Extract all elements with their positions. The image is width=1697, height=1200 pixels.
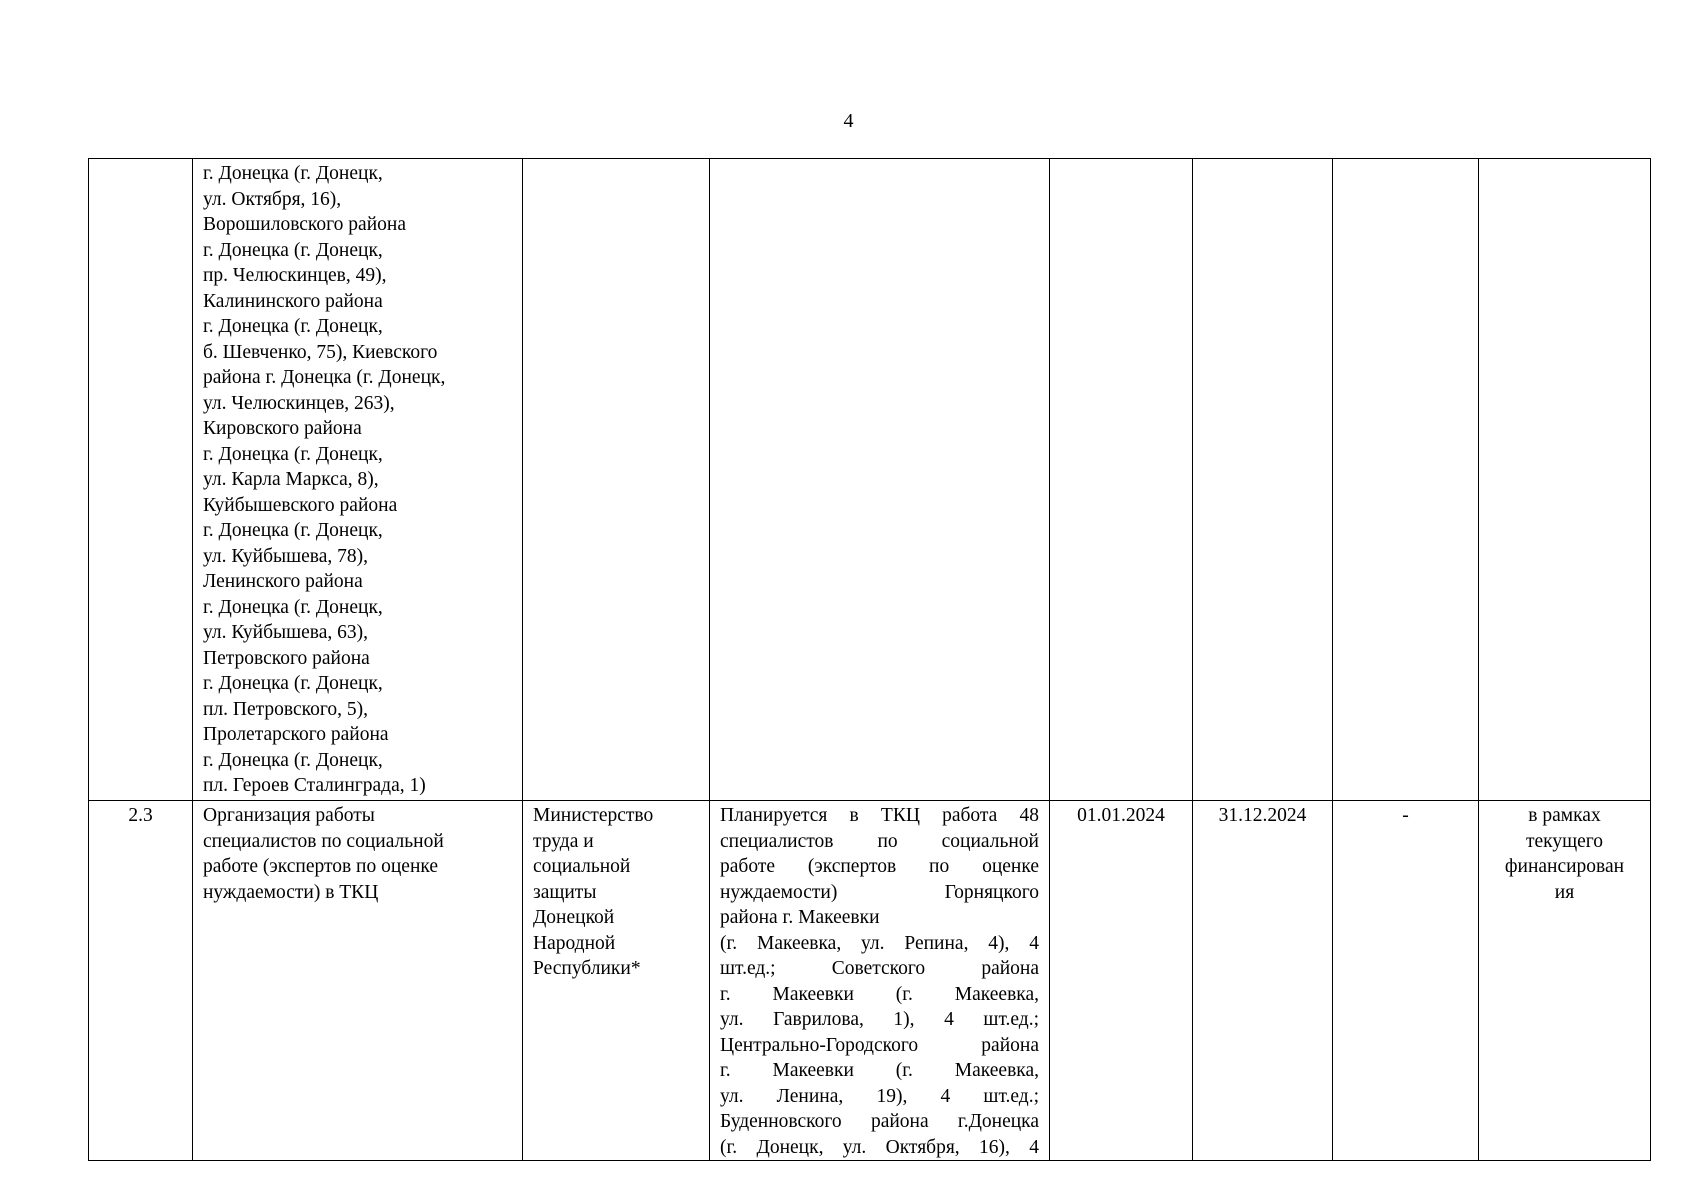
text-line: Кировского района: [203, 418, 362, 439]
text-line: ул. Ленина, 19), 4 шт.ед.;: [720, 1085, 1039, 1107]
text-line: г. Донецка (г. Донецк,: [203, 163, 383, 184]
text-line: шт.ед.; Советского района: [720, 958, 1039, 979]
text-line: Центрально-Городского района: [720, 1034, 1039, 1056]
cell-executor: [523, 159, 710, 801]
table-row: [89, 801, 1651, 1161]
text-line: Донецкой: [533, 907, 615, 928]
text-line: г. Донецка (г. Донецк,: [203, 673, 383, 694]
text-line: финансирован: [1504, 856, 1625, 877]
text-line: г. Донецка (г. Донецк,: [203, 316, 383, 337]
text-line: Планируется в ТКЦ работа 48: [720, 805, 1039, 826]
text-line: Петровского района: [203, 647, 370, 669]
text-line: г. Донецка (г. Донецк,: [203, 239, 383, 261]
text-line: Республики*: [533, 958, 641, 979]
text-line: ул. Карла Маркса, 8),: [203, 469, 379, 490]
measures-table: [88, 158, 1651, 1161]
text-line: Народной: [533, 932, 616, 954]
text-line: пл. Петровского, 5),: [203, 698, 369, 720]
text-line: г. Макеевки (г. Макеевка,: [720, 983, 1039, 1005]
text-line: текущего: [1525, 830, 1604, 852]
cell-result: [710, 801, 1050, 1161]
end-date: 31.12.2024: [1218, 805, 1307, 826]
text-line: нуждаемости) в ТКЦ: [203, 881, 379, 903]
text-line: г. Донецка (г. Донецк,: [203, 520, 383, 541]
text-line: Калининского района: [203, 290, 383, 312]
cell-cost: [1333, 159, 1479, 801]
text-line: специалистов по социальной: [720, 830, 1039, 852]
text-line: Министерство: [533, 805, 654, 826]
cell-start-date: [1050, 159, 1193, 801]
text-line: нуждаемости) Горняцкого: [720, 881, 1039, 903]
text-line: пр. Челюскинцев, 49),: [203, 265, 387, 286]
cell-start-date: [1050, 801, 1193, 1161]
text-line: ул. Гаврилова, 1), 4 шт.ед.;: [720, 1009, 1039, 1030]
text-line: работе (экспертов по оценке: [203, 856, 439, 877]
text-line: ул. Куйбышева, 63),: [203, 622, 369, 643]
text-line: района г. Донецка (г. Донецк,: [203, 367, 446, 388]
cell-funding: [1479, 159, 1651, 801]
text-line: социальной: [533, 856, 631, 877]
cell-measure: [193, 159, 523, 801]
text-line: района г. Макеевки: [720, 907, 880, 928]
text-line: ул. Куйбышева, 78),: [203, 545, 369, 567]
cost-value: -: [1402, 805, 1409, 826]
text-line: пл. Героев Сталинграда, 1): [203, 775, 426, 796]
text-line: (г. Донецк, ул. Октября, 16), 4: [720, 1136, 1039, 1158]
cell-number: [89, 159, 193, 801]
text-line: г. Донецка (г. Донецк,: [203, 443, 383, 465]
cell-executor: [523, 801, 710, 1161]
cell-measure: [193, 801, 523, 1161]
page-number: 4: [843, 110, 854, 132]
start-date: 01.01.2024: [1077, 805, 1165, 826]
cell-result: [710, 159, 1050, 801]
text-line: г. Донецка (г. Донецк,: [203, 749, 383, 771]
text-line: Ленинского района: [203, 571, 363, 592]
cell-end-date: [1193, 159, 1333, 801]
row-number: 2.3: [128, 805, 153, 826]
text-line: защиты: [533, 881, 597, 903]
text-line: Буденновского района г.Донецка: [720, 1111, 1039, 1132]
text-line: г. Донецка (г. Донецк,: [203, 596, 383, 618]
cell-end-date: [1193, 801, 1333, 1161]
table-row: [89, 159, 1651, 801]
text-line: в рамках: [1528, 805, 1601, 826]
text-line: г. Макеевки (г. Макеевка,: [720, 1060, 1039, 1081]
text-line: ул. Челюскинцев, 263),: [203, 392, 395, 414]
cell-number: [89, 801, 193, 1161]
text-line: Ворошиловского района: [203, 214, 406, 235]
cell-funding: [1479, 801, 1651, 1161]
text-line: б. Шевченко, 75), Киевского: [203, 341, 438, 363]
text-line: Куйбышевского района: [203, 494, 398, 516]
text-line: Пролетарского района: [203, 724, 389, 745]
text-line: Организация работы: [203, 805, 375, 826]
cell-cost: [1333, 801, 1479, 1161]
text-line: работе (экспертов по оценке: [720, 856, 1039, 877]
text-line: ия: [1554, 881, 1575, 903]
text-line: ул. Октября, 16),: [203, 188, 342, 210]
text-line: труда и: [533, 830, 594, 852]
text-line: (г. Макеевка, ул. Репина, 4), 4: [720, 932, 1039, 954]
text-line: специалистов по социальной: [203, 830, 444, 852]
